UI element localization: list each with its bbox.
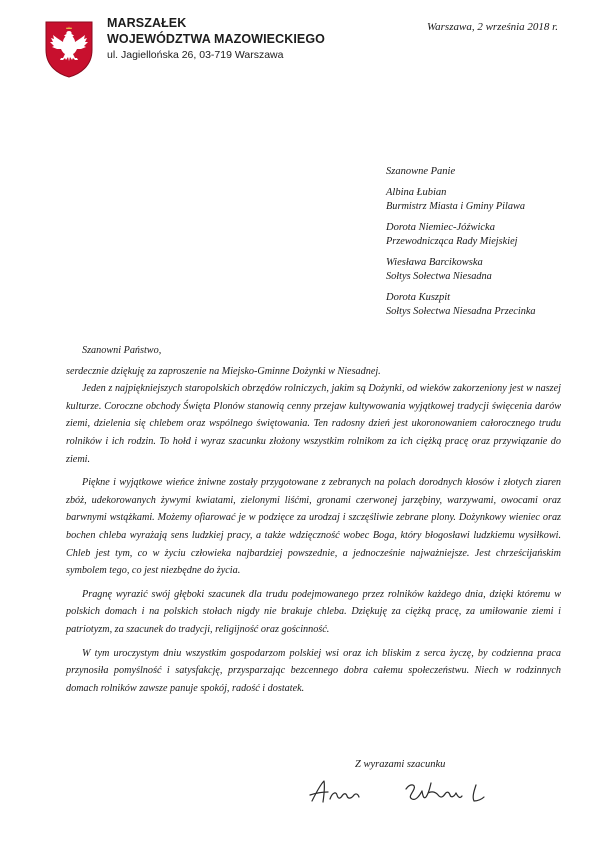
handwritten-signature <box>306 775 506 807</box>
recipient-title: Burmistrz Miasta i Gminy Pilawa <box>386 201 526 212</box>
addressee-salutation: Szanowne Panie <box>386 166 456 177</box>
body-paragraph: Piękne i wyjątkowe wieńce żniwne zostały przygotowane z zebranych na polach dorodnych kłosów i złotych ziaren zbóż, udekorowanych żywymi kwiatami, zielonymi liśćmi, gronami czerwonej jarzębiny, warzywami, owocami oraz barwnymi wstążkami. Możemy ofiarować je w podzięce za urodzaj i szczęśliwie zebrane plony. Dożynkowy wieniec oraz bochen chleba wyrażają sens ludzkiej pracy, a także wdzięczność wobec Boga, który błogosławi ludzkiemu wysiłkowi. Chleb jest tym, co w życiu człowieka najbardziej powszednie, a jednocześnie najważniejsze. Jest chrześcijańskim symbolem tego, co jest niezbędne do życia. <box>66 477 561 577</box>
closing-phrase: Z wyrazami szacunku <box>355 759 446 770</box>
recipient <box>386 291 536 319</box>
recipient-name: Albina Łubian <box>386 187 447 198</box>
addressee-block <box>386 165 536 319</box>
recipient-title: Przewodnicząca Rady Miejskiej <box>386 236 518 247</box>
recipient <box>386 256 536 284</box>
letterhead <box>107 16 325 62</box>
letter-date: Warszawa, 2 września 2018 r. <box>426 21 558 33</box>
body-paragraph: serdecznie dziękuję za zaproszenie na Miejsko-Gminne Dożynki w Niesadnej. <box>66 365 381 377</box>
letterhead-address: ul. Jagiellońska 26, 03-719 Warszawa <box>107 49 284 61</box>
recipient-name: Dorota Niemiec-Jóźwicka <box>386 222 495 233</box>
recipient-title: Sołtys Sołectwa Niesadna Przecinka <box>386 306 536 317</box>
recipient <box>386 221 536 249</box>
recipient-name: Wiesława Barcikowska <box>386 257 483 268</box>
body-paragraph: Pragnę wyrazić swój głęboki szacunek dla trudu podejmowanego przez rolników każdego dnia, dzięki któremu w polskich domach i na polskich stołach nigdy nie brakuje chleba. Dziękuję za ciężką pracę, za umiłowanie ziemi i patriotyzm, za szacunek do tradycji, religijność oraz gościnność. <box>66 588 561 635</box>
recipient-title: Sołtys Sołectwa Niesadna <box>386 271 492 282</box>
body-paragraph: W tym uroczystym dniu wszystkim gospodarzom polskiej wsi oraz ich bliskim z serca życzę, by codzienna praca przynosiła pomyślność i satysfakcję, przysparzając bezcennego dobra całemu społeczeństwu. Niech w rodzinnych domach rolników zawsze panuje spokój, radość i dostatek. <box>66 647 561 694</box>
letterhead-subtitle: WOJEWÓDZTWA MAZOWIECKIEGO <box>107 32 325 46</box>
body-paragraph: Jeden z najpiękniejszych staropolskich obrzędów rolniczych, jakim są Dożynki, od wieków zakorzeniony jest w naszej kulturze. Coroczne obchody Święta Plonów stanowią cenny przejaw kultywowania wyjątkowej tradycji święcenia darów ziemi, dzielenia się chlebem oraz wspólnego świętowania. Ten radosny dzień jest ukoronowaniem całorocznego trudu rolników i ich rodzin. To hołd i wyraz szacunku złożony wszystkim rolnikom za ich ciężką pracę oraz przywiązanie do ziemi. <box>66 383 561 465</box>
coat-of-arms-icon <box>44 20 94 78</box>
letter-greeting: Szanowni Państwo, <box>82 345 162 356</box>
letter-body <box>66 342 561 697</box>
recipient-name: Dorota Kuszpit <box>386 292 451 303</box>
recipient <box>386 186 536 214</box>
letterhead-title: MARSZAŁEK <box>107 16 187 30</box>
